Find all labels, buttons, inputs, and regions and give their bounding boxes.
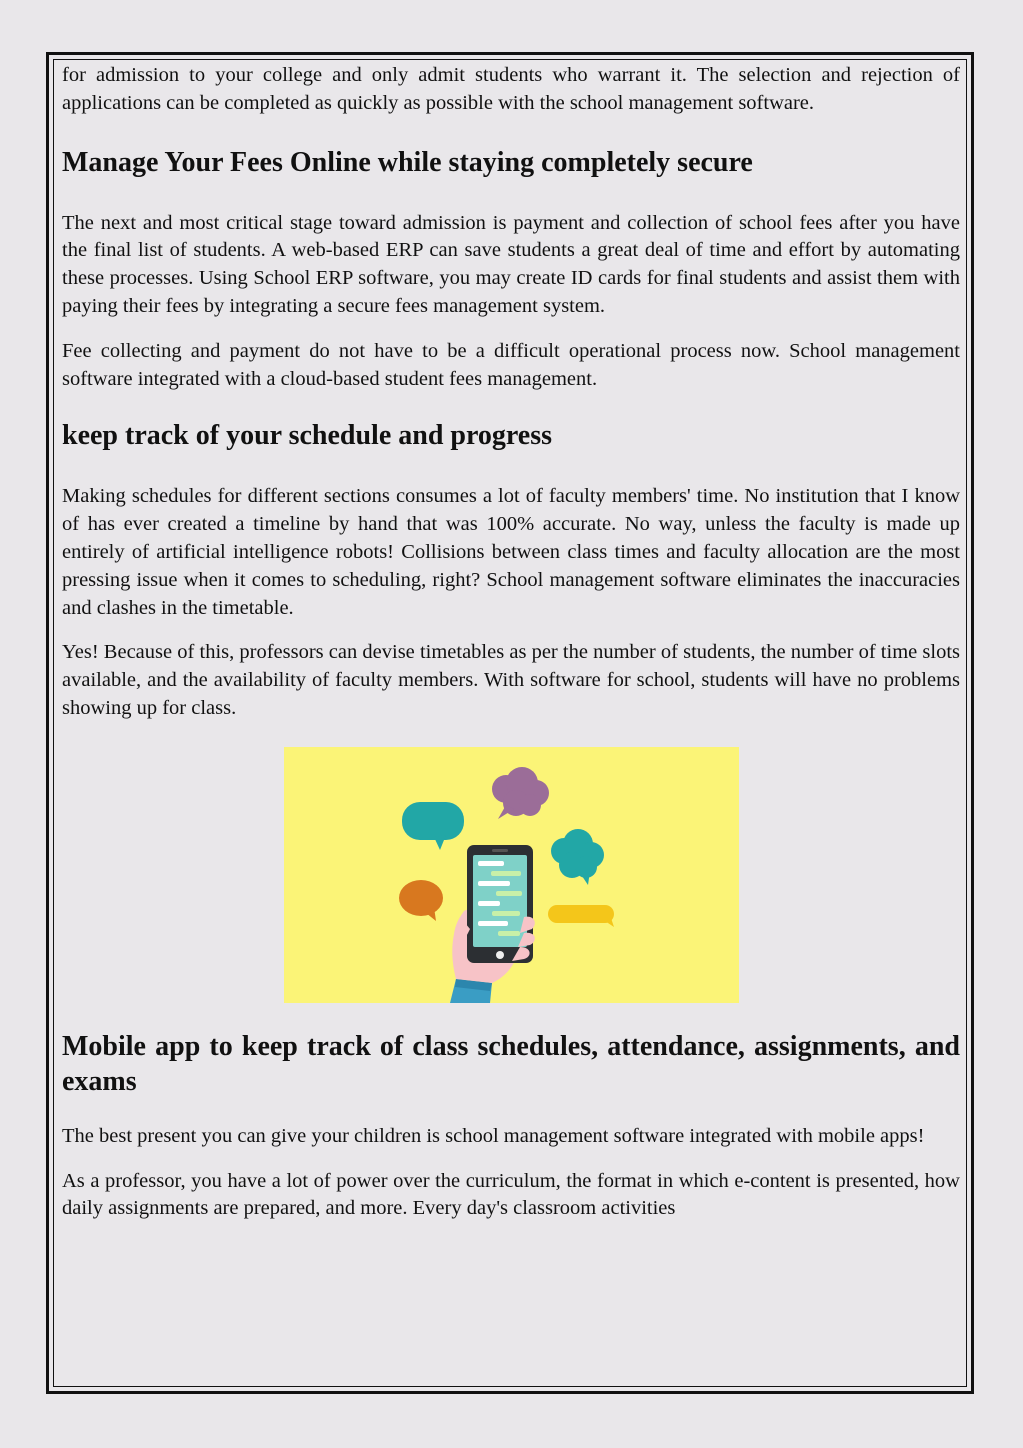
- intro-paragraph: for admission to your college and only admit students who warrant it. The selection and rejection of applications can be completed as quickly as possible with the school management software.: [62, 64, 960, 114]
- mobile-paragraph-2: As a professor, you have a lot of power over the curriculum, the format in which e-content is presented, how daily assignments are prepared, and more. Every day's classroom activities: [62, 1169, 960, 1220]
- heading-schedule: keep track of your schedule and progress: [62, 420, 553, 452]
- document-body: [62, 62, 960, 1240]
- heading-fees: Manage Your Fees Online while staying completely secure: [62, 146, 753, 178]
- mobile-chat-illustration: [284, 747, 739, 1003]
- heading-mobile: Mobile app to keep track of class schedules, attendance, assignments, and exams: [62, 1030, 960, 1097]
- sleeve-icon: [450, 979, 492, 1003]
- schedule-paragraph-2: Yes! Because of this, professors can devise timetables as per the number of students, the number of time slots available, and the availability of faculty members. With software for school, students will have no problems showing up for class.: [62, 641, 960, 719]
- fees-paragraph-2: Fee collecting and payment do not have to be a difficult operational process now. School management software integrated with a cloud-based student fees management.: [62, 339, 960, 390]
- fees-paragraph-1: The next and most critical stage toward admission is payment and collection of school fees after you have the final list of students. A web-based ERP can save students a great deal of time and effort by automating these processes. Using School ERP software, you may create ID cards for final students and assist them with paying their fees by integrating a secure fees management system.: [62, 211, 960, 317]
- hand-holding-phone-with-chat-bubbles-icon: [284, 747, 739, 1003]
- schedule-paragraph-1: Making schedules for different sections consumes a lot of faculty members' time. No institution that I know of has ever created a timeline by hand that was 100% accurate. No way, unless the faculty is made up entirely of artificial intelligence robots! Collisions between class times and faculty allocation are the most pressing issue when it comes to scheduling, right? School management software eliminates the inaccuracies and clashes in the timetable.: [62, 485, 960, 619]
- mobile-paragraph-1: The best present you can give your children is school management software integrated with mobile apps!: [62, 1124, 925, 1147]
